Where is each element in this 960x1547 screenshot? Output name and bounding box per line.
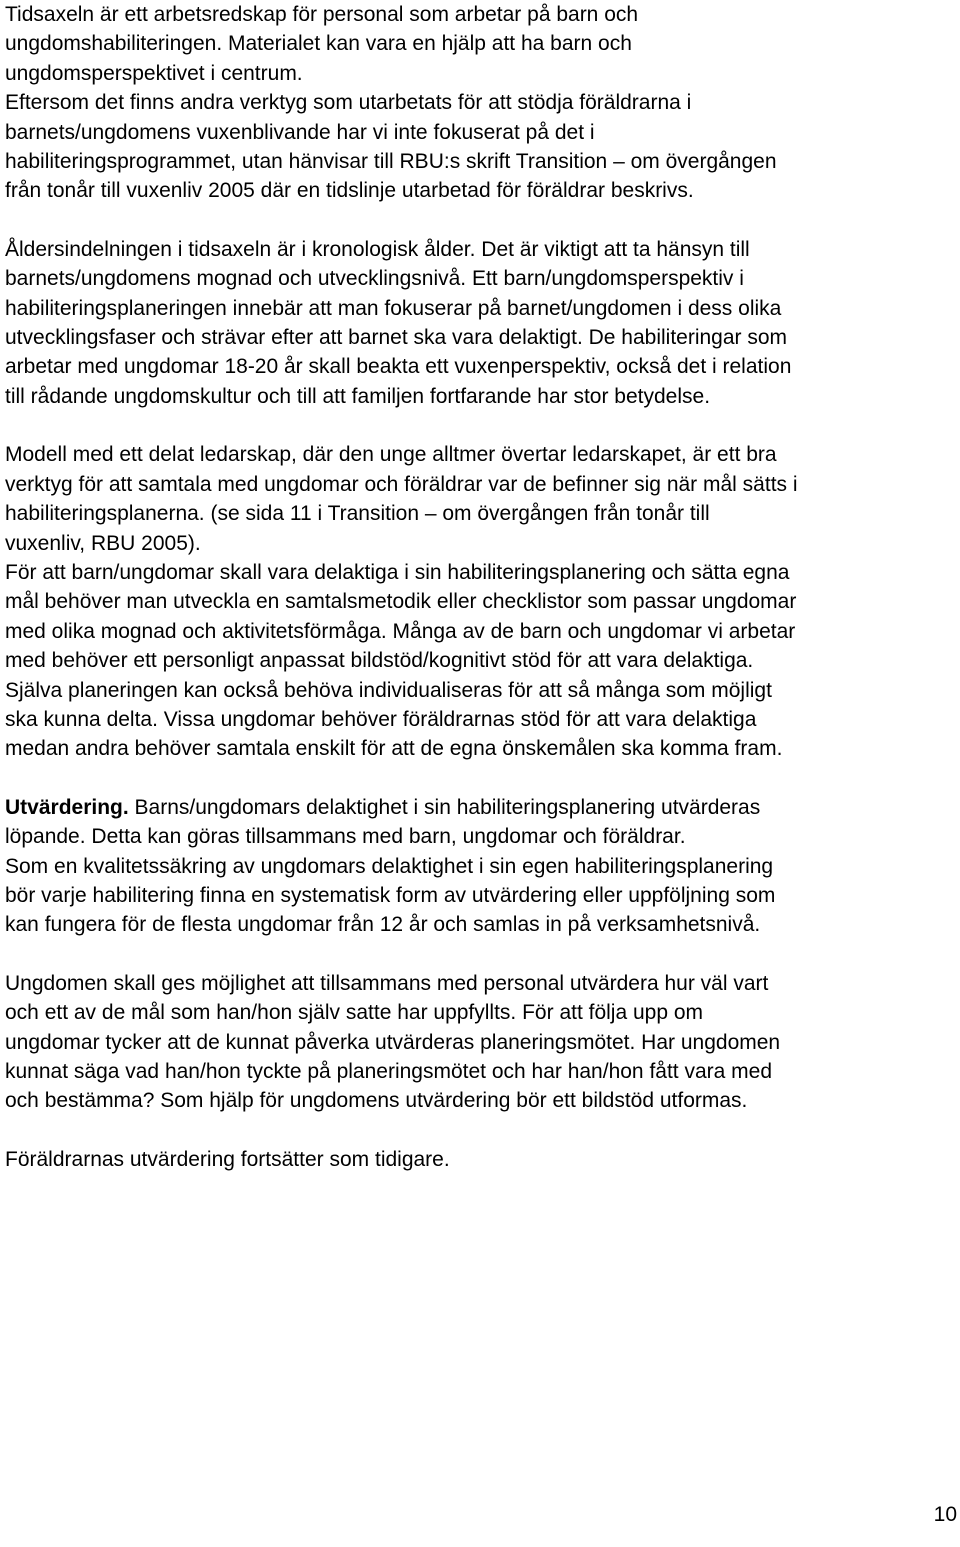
text-line: ungdomar tycker att de kunnat påverka utvärderas planeringsmötet. Har ungdomen	[5, 1030, 781, 1054]
text-line: Modell med ett delat ledarskap, där den unge alltmer övertar ledarskapet, är ett bra	[5, 443, 777, 467]
text-line: Själva planeringen kan också behöva individualiseras för att så många som möjligt	[5, 678, 772, 702]
text-line: ska kunna delta. Vissa ungdomar behöver föräldrarnas stöd för att vara delaktiga	[5, 707, 757, 731]
paragraph-parents-evaluation	[5, 1145, 957, 1174]
paragraph-spacer	[5, 411, 957, 440]
text-line: barnets/ungdomens mognad och utvecklingsnivå. Ett barn/ungdomsperspektiv i	[5, 267, 744, 291]
text-line: Ungdomen skall ges möjlighet att tillsammans med personal utvärdera hur väl vart	[5, 971, 769, 995]
text-line: habiliteringsplanerna. (se sida 11 i Transition – om övergången från tonår till	[5, 502, 710, 526]
page-number: 10	[933, 1503, 957, 1526]
text-line: Eftersom det finns andra verktyg som utarbetats för att stödja föräldrarna i	[5, 91, 692, 115]
paragraph-evaluation	[5, 793, 957, 940]
text-line: kunnat säga vad han/hon tyckte på planeringsmötet och har han/hon fått vara med	[5, 1060, 773, 1083]
text-line: Tidsaxeln är ett arbetsredskap för personal som arbetar på barn och	[5, 3, 639, 26]
text-line	[5, 793, 957, 822]
document-page	[5, 0, 957, 1174]
text-line: mål behöver man utveckla en samtalsmetodik eller checklistor som passar ungdomar	[5, 590, 797, 614]
text-line: ungdomsperspektivet i centrum.	[5, 61, 303, 85]
paragraph-spacer	[5, 764, 957, 793]
paragraph-shared-leadership	[5, 440, 957, 763]
text-line: verktyg för att samtala med ungdomar och föräldrar var de befinner sig när mål sätts i	[5, 472, 798, 496]
text-line: medan andra behöver samtala enskilt för att de egna önskemålen ska komma fram.	[5, 737, 783, 761]
paragraph-spacer	[5, 940, 957, 969]
text-line: och bestämma? Som hjälp för ungdomens utvärdering bör ett bildstöd utformas.	[5, 1089, 748, 1113]
text-line: vuxenliv, RBU 2005).	[5, 531, 201, 555]
text-line: och ett av de mål som han/hon själv satte har uppfyllts. För att följa upp om	[5, 1001, 704, 1025]
text-line: arbetar med ungdomar 18-20 år skall beakta ett vuxenperspektiv, också det i relation	[5, 355, 792, 379]
text-line: från tonår till vuxenliv 2005 där en tidslinje utarbetad för föräldrar beskrivs.	[5, 179, 694, 203]
text-line: med behöver ett personligt anpassat bildstöd/kognitivt stöd för att vara delaktiga.	[5, 649, 754, 673]
text-line: Åldersindelningen i tidsaxeln är i kronologisk ålder. Det är viktigt att ta hänsyn till	[5, 237, 750, 261]
text-line: till rådande ungdomskultur och till att familjen fortfarande har stor betydelse.	[5, 384, 711, 408]
text-line: kan fungera för de flesta ungdomar från 12 år och samlas in på verksamhetsnivå.	[5, 913, 761, 937]
text-line: Föräldrarnas utvärdering fortsätter som tidigare.	[5, 1147, 450, 1171]
text-line: bör varje habilitering finna en systematisk form av utvärdering eller uppföljning som	[5, 883, 776, 907]
section-heading: Utvärdering.	[5, 795, 129, 819]
text-line: habiliteringsprogrammet, utan hänvisar till RBU:s skrift Transition – om övergången	[5, 150, 777, 174]
text-line: löpande. Detta kan göras tillsammans med barn, ungdomar och föräldrar.	[5, 825, 686, 849]
text-line: Som en kvalitetssäkring av ungdomars delaktighet i sin egen habiliteringsplanering	[5, 854, 774, 878]
text-fragment: Barns/ungdomars delaktighet i sin habiliteringsplanering utvärderas	[128, 795, 761, 819]
paragraph-age-division	[5, 235, 957, 411]
text-line: utvecklingsfaser och strävar efter att barnet ska vara delaktigt. De habiliteringar som	[5, 326, 788, 350]
paragraph-spacer	[5, 206, 957, 235]
text-line: habiliteringsplaneringen innebär att man fokuserar på barnet/ungdomen i dess olika	[5, 296, 782, 320]
paragraph-youth-evaluation	[5, 969, 957, 1116]
paragraph-intro	[5, 0, 957, 206]
text-line: barnets/ungdomens vuxenblivande har vi inte fokuserat på det i	[5, 120, 595, 144]
text-line: med olika mognad och aktivitetsförmåga. Många av de barn och ungdomar vi arbetar	[5, 619, 796, 643]
text-line: För att barn/ungdomar skall vara delaktiga i sin habiliteringsplanering och sätta egna	[5, 560, 790, 584]
paragraph-spacer	[5, 1116, 957, 1145]
text-line: ungdomshabiliteringen. Materialet kan vara en hjälp att ha barn och	[5, 32, 632, 56]
